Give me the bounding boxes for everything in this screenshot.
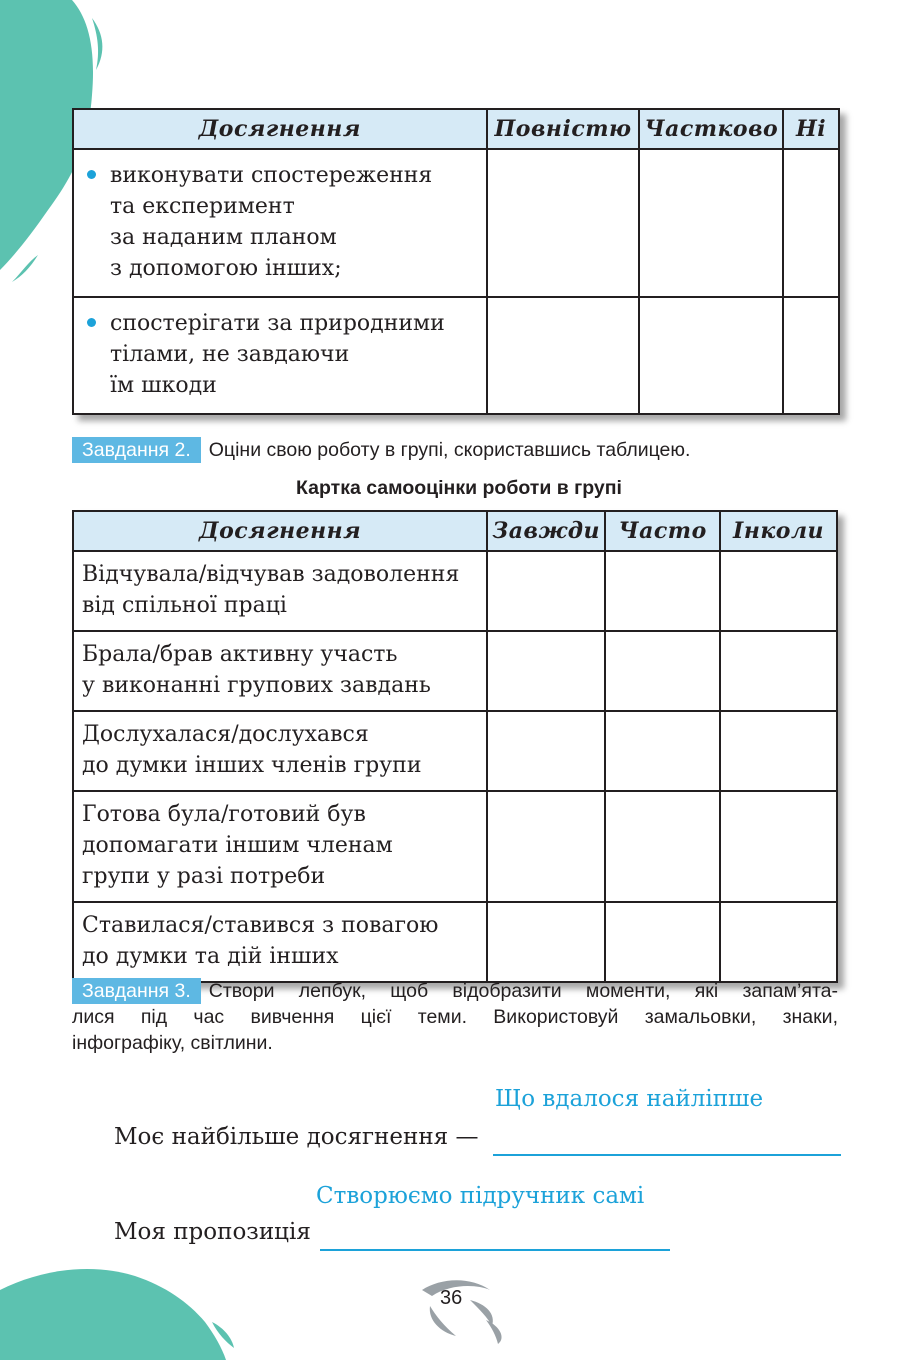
achievement-text-line: Ставилася/ставився з повагою bbox=[82, 913, 439, 938]
task-3-label: Завдання 3. bbox=[72, 978, 201, 1004]
header-sometimes: Інколи bbox=[720, 511, 837, 551]
table-header-row bbox=[73, 511, 837, 551]
achievement-text-line: Дослухалася/дослухався bbox=[82, 722, 369, 747]
section-1-prompt: Моє найбільше досягнення — bbox=[114, 1124, 479, 1150]
checkbox-cell-often[interactable] bbox=[605, 902, 720, 982]
checkbox-cell-often[interactable] bbox=[605, 791, 720, 902]
achievements-table-1 bbox=[72, 108, 840, 415]
checkbox-cell-often[interactable] bbox=[605, 551, 720, 631]
achievement-cell bbox=[73, 551, 487, 631]
achievement-text-line: до думки та дій інших bbox=[82, 944, 339, 969]
header-often: Часто bbox=[605, 511, 720, 551]
achievement-cell bbox=[73, 149, 487, 297]
achievement-cell bbox=[73, 711, 487, 791]
task-2-label: Завдання 2. bbox=[72, 437, 201, 463]
header-no: Ні bbox=[783, 109, 839, 149]
achievement-text-line: Готова була/готовий був bbox=[82, 802, 366, 827]
bottom-left-teal-blob bbox=[0, 1269, 226, 1360]
achievement-text-line: Брала/брав активну участь bbox=[82, 642, 398, 667]
achievement-cell bbox=[73, 297, 487, 414]
achievement-text-line: їм шкоди bbox=[110, 373, 217, 398]
header-fully: Повністю bbox=[487, 109, 640, 149]
teal-swoosh bbox=[92, 18, 102, 70]
achievement-text-line: від спільної праці bbox=[82, 593, 287, 618]
achievement-text-line: до думки інших членів групи bbox=[82, 753, 422, 778]
achievement-text-line: у виконанні групових завдань bbox=[82, 673, 431, 698]
checkbox-cell-partially[interactable] bbox=[639, 149, 783, 297]
teal-drop bbox=[12, 255, 38, 282]
self-assessment-table bbox=[72, 510, 838, 983]
achievement-cell bbox=[73, 791, 487, 902]
header-achievement: Досягнення bbox=[73, 511, 487, 551]
checkbox-cell-sometimes[interactable] bbox=[720, 791, 837, 902]
achievement-text-line: з допомогою інших; bbox=[110, 256, 342, 281]
checkbox-cell-sometimes[interactable] bbox=[720, 551, 837, 631]
task-3-text: Створи лепбук, щоб відобразити моменти, які запам’ята- bbox=[208, 980, 838, 1002]
card-title: Картка самооцінки роботи в групі bbox=[296, 477, 622, 499]
checkbox-cell-sometimes[interactable] bbox=[720, 711, 837, 791]
table-row bbox=[73, 297, 839, 414]
achievement-text-line: за наданим планом bbox=[110, 225, 337, 250]
checkbox-cell-always[interactable] bbox=[487, 551, 605, 631]
achievement-text-line: тілами, не завдаючи bbox=[110, 342, 350, 367]
checkbox-cell-always[interactable] bbox=[487, 791, 605, 902]
section-2-heading: Створюємо підручник самі bbox=[316, 1183, 645, 1209]
task-3 bbox=[72, 978, 838, 1056]
table-row bbox=[73, 149, 839, 297]
checkbox-cell-always[interactable] bbox=[487, 902, 605, 982]
header-achievement: Досягнення bbox=[73, 109, 487, 149]
page-number: 36 bbox=[440, 1287, 463, 1309]
header-always: Завжди bbox=[487, 511, 605, 551]
table-row bbox=[73, 791, 837, 902]
achievement-text-line: групи у разі потреби bbox=[82, 864, 326, 889]
checkbox-cell-fully[interactable] bbox=[487, 297, 640, 414]
achievement-text-line: спостерігати за природними bbox=[110, 311, 445, 336]
achievement-cell bbox=[73, 631, 487, 711]
section-2-prompt: Моя пропозиція bbox=[114, 1219, 311, 1245]
checkbox-cell-sometimes[interactable] bbox=[720, 631, 837, 711]
checkbox-cell-partially[interactable] bbox=[639, 297, 783, 414]
checkbox-cell-no[interactable] bbox=[783, 149, 839, 297]
table-header-row bbox=[73, 109, 839, 149]
table-row bbox=[73, 711, 837, 791]
task-3-line-1 bbox=[72, 978, 838, 1004]
checkbox-cell-sometimes[interactable] bbox=[720, 902, 837, 982]
achievement-text-line: допомагати іншим членам bbox=[82, 833, 393, 858]
achievement-text-line: виконувати спостереження bbox=[110, 163, 433, 188]
achievement-cell bbox=[73, 902, 487, 982]
task-2-text: Оціни свою роботу в групі, скориставшись таблицею. bbox=[208, 439, 691, 461]
achievement-text-line: Відчувала/відчував задоволення bbox=[82, 562, 460, 587]
task-3-line-3: інфографіку, світлини. bbox=[72, 1032, 273, 1054]
checkbox-cell-always[interactable] bbox=[487, 631, 605, 711]
answer-line-1[interactable] bbox=[493, 1154, 841, 1156]
checkbox-cell-always[interactable] bbox=[487, 711, 605, 791]
task-2 bbox=[72, 437, 690, 463]
checkbox-cell-no[interactable] bbox=[783, 297, 839, 414]
checkbox-cell-often[interactable] bbox=[605, 631, 720, 711]
task-3-line-2: лися під час вивчення цієї теми. Використовуй замальовки, знаки, bbox=[72, 1006, 838, 1028]
header-partially: Частково bbox=[639, 109, 783, 149]
table-row bbox=[73, 631, 837, 711]
bullet-icon bbox=[87, 318, 96, 327]
checkbox-cell-fully[interactable] bbox=[487, 149, 640, 297]
bullet-icon bbox=[87, 170, 96, 179]
table-row bbox=[73, 551, 837, 631]
answer-line-2[interactable] bbox=[320, 1249, 670, 1251]
achievement-text-line: та експеримент bbox=[110, 194, 295, 219]
table-row bbox=[73, 902, 837, 982]
checkbox-cell-often[interactable] bbox=[605, 711, 720, 791]
section-1-heading: Що вдалося найліпше bbox=[495, 1086, 764, 1112]
